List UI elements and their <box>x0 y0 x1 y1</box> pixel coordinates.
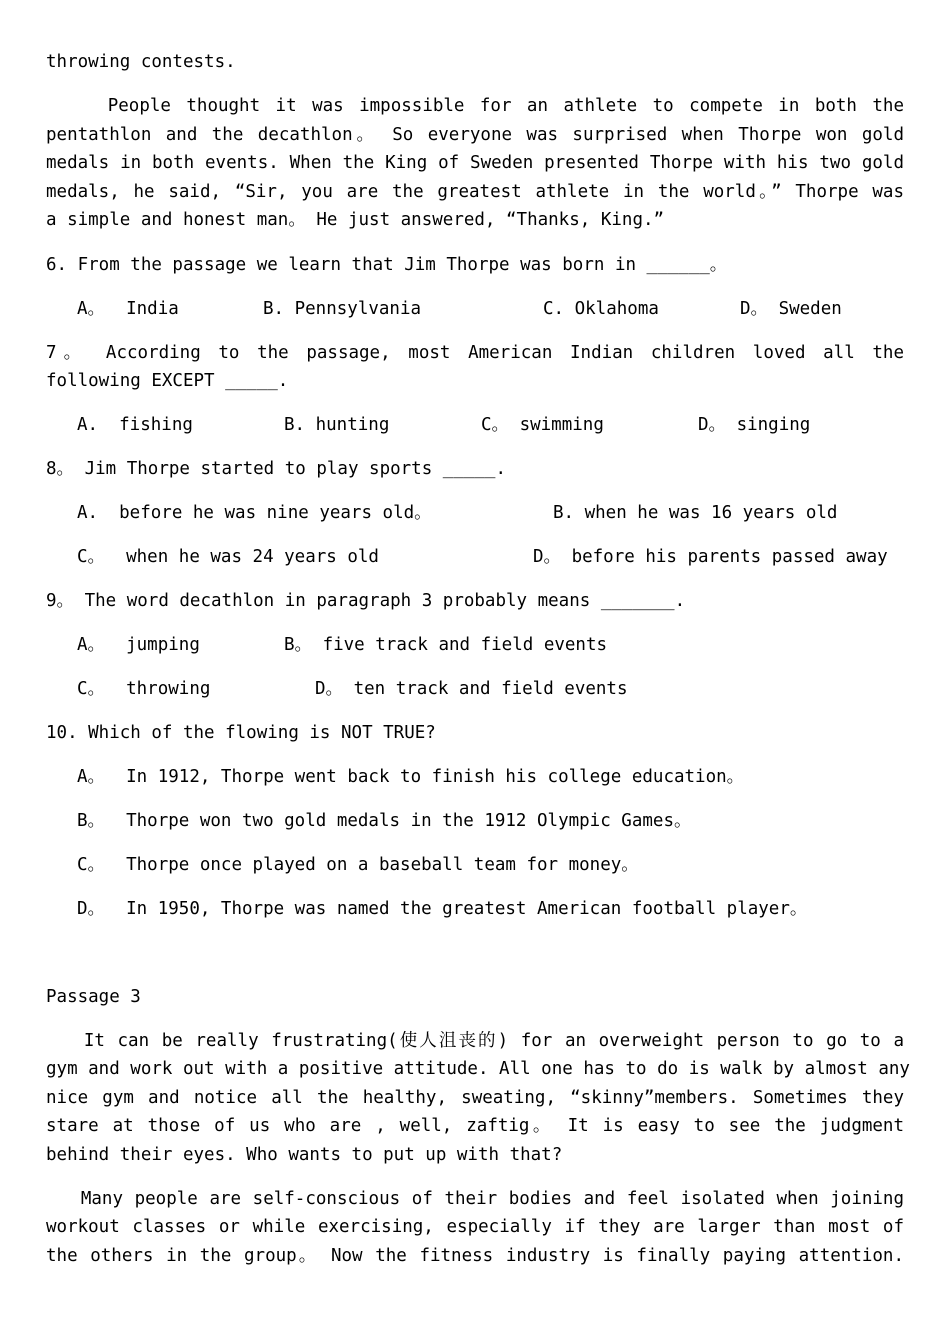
question-7-stem: 7。 According to the passage, most American Indian children loved all the <box>46 343 904 363</box>
question-10-option-c: C。 Thorpe once played on a baseball team for money。 <box>77 855 639 875</box>
passage3-paragraph1-line: gym and work out with a positive attitude. All one has to do is walk by almost any <box>46 1059 910 1079</box>
question-10-stem: 10. Which of the flowing is NOT TRUE? <box>46 723 436 743</box>
question-10-option-a: A。 In 1912, Thorpe went back to finish his college education。 <box>77 767 745 787</box>
question-8-option-a: A. before he was nine years old。 <box>77 503 432 523</box>
question-7-stem-cont: following EXCEPT _____. <box>46 371 289 391</box>
question-9-stem: 9。 The word decathlon in paragraph 3 probably means _______. <box>46 591 686 611</box>
passage3-heading: Passage 3 <box>46 987 141 1007</box>
passage3-paragraph2-line: Many people are self-conscious of their bodies and feel isolated when joining <box>46 1189 904 1209</box>
question-7-option-b: B. hunting <box>284 415 390 435</box>
passage2-paragraph-line: People thought it was impossible for an athlete to compete in both the <box>46 96 904 116</box>
passage2-paragraph-line: medals in both events. When the King of Sweden presented Thorpe with his two gold <box>46 153 904 173</box>
passage3-paragraph2-line: the others in the group。 Now the fitness industry is finally paying attention. <box>46 1246 904 1266</box>
passage2-paragraph-line: pentathlon and the decathlon。 So everyone was surprised when Thorpe won gold <box>46 125 904 145</box>
question-6-option-a: A。 India <box>77 299 179 319</box>
question-8-option-b: B. when he was 16 years old <box>553 503 838 523</box>
question-9-option-a: A。 jumping <box>77 635 200 655</box>
question-8-option-c: C。 when he was 24 years old <box>77 547 379 567</box>
question-7-option-a: A. fishing <box>77 415 193 435</box>
passage3-paragraph1-line: behind their eyes. Who wants to put up with that? <box>46 1145 563 1165</box>
passage3-paragraph1-line: nice gym and notice all the healthy, sweating, “skinny”members. Sometimes they <box>46 1088 904 1108</box>
passage3-paragraph1-line: stare at those of us who are , well, zaftig。 It is easy to see the judgment <box>46 1116 904 1136</box>
passage2-last-line: throwing contests. <box>46 52 236 72</box>
question-9-option-d: D。 ten track and field events <box>315 679 628 699</box>
question-10-option-b: B。 Thorpe won two gold medals in the 1912 Olympic Games。 <box>77 811 692 831</box>
passage3-paragraph2-line: workout classes or while exercising, especially if they are larger than most of <box>46 1217 904 1237</box>
question-9-option-c: C。 throwing <box>77 679 211 699</box>
question-6-option-d: D。 Sweden <box>740 299 842 319</box>
question-8-option-d: D。 before his parents passed away <box>533 547 888 567</box>
question-10-option-d: D。 In 1950, Thorpe was named the greatest American football player。 <box>77 899 808 919</box>
passage2-paragraph-line: a simple and honest man。 He just answered, “Thanks, King.” <box>46 210 665 230</box>
question-6-option-c: C. Oklahoma <box>543 299 659 319</box>
question-8-stem: 8。 Jim Thorpe started to play sports _____. <box>46 459 507 479</box>
question-6-stem: 6. From the passage we learn that Jim Thorpe was born in ______。 <box>46 255 728 275</box>
question-7-option-c: C。 swimming <box>481 415 604 435</box>
passage2-paragraph-line: medals, he said, “Sir, you are the greatest athlete in the world。” Thorpe was <box>46 182 904 202</box>
question-6-option-b: B. Pennsylvania <box>263 299 422 319</box>
passage3-paragraph1-line: It can be really frustrating(使人沮丧的) for an overweight person to go to a <box>46 1031 904 1051</box>
question-7-option-d: D。 singing <box>698 415 811 435</box>
question-9-option-b: B。 five track and field events <box>284 635 608 655</box>
